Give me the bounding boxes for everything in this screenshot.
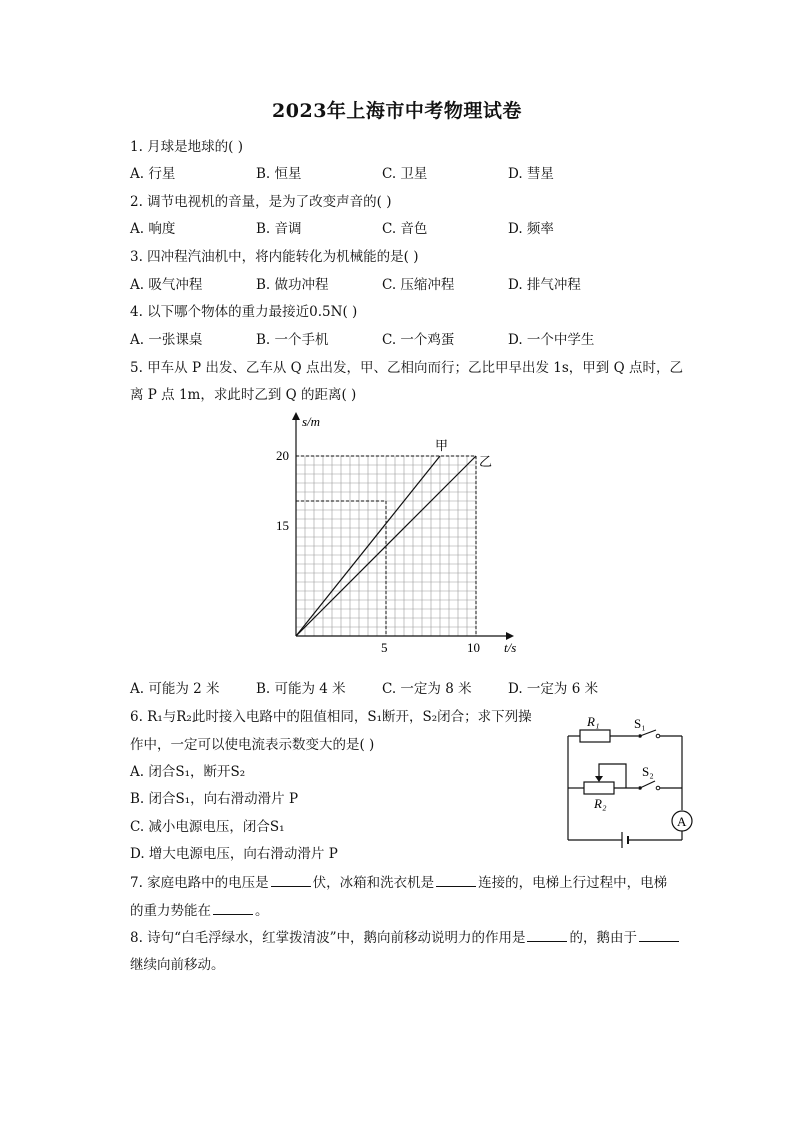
q4-option-c: C. 一个鸡蛋 xyxy=(382,332,455,348)
question-1: 1. 月球是地球的( ) xyxy=(130,139,243,155)
x-axis-arrow xyxy=(506,632,514,640)
q8-text-2: 的，鹅由于 xyxy=(569,930,637,946)
question-6-line-2: 作中，一定可以使电流表示数变大的是( ) xyxy=(130,737,375,753)
st-graph xyxy=(270,412,530,662)
q1-option-d: D. 彗星 xyxy=(508,166,554,182)
q5-option-a: A. 可能为 2 米 xyxy=(130,681,220,697)
x-tick-label-10: 10 xyxy=(467,640,480,655)
q3-option-c: C. 压缩冲程 xyxy=(382,277,455,293)
q2-option-a: A. 响度 xyxy=(130,221,176,237)
question-7-line-2 xyxy=(130,900,269,921)
switch-s2-contact xyxy=(656,786,660,790)
q5-option-d: D. 一定为 6 米 xyxy=(508,681,599,697)
q8-text-1: 8. 诗句“白毛浮绿水，红掌拨清波”中，鹅向前移动说明力的作用是 xyxy=(130,930,526,946)
q2-option-c: C. 音色 xyxy=(382,221,428,237)
chart-labels xyxy=(276,414,516,655)
q2-option-b: B. 音调 xyxy=(256,221,302,237)
q3-option-b: B. 做功冲程 xyxy=(256,277,329,293)
r1-label: R₁ xyxy=(587,714,600,729)
y-tick-label-20: 20 xyxy=(276,448,289,463)
question-6-line-1: 6. R₁与R₂此时接入电路中的阻值相同，S₁断开，S₂闭合；求下列操 xyxy=(130,709,532,725)
q7-blank-2 xyxy=(436,872,476,887)
question-8-line-1 xyxy=(130,927,681,948)
series-label-yi: 乙 xyxy=(479,454,493,469)
page-title: 2023年上海市中考物理试卷 xyxy=(272,100,522,122)
question-7-line-1 xyxy=(130,872,667,893)
question-5-line-2: 离 P 点 1m，求此时乙到 Q 的距离( ) xyxy=(130,387,357,403)
q5-option-c: C. 一定为 8 米 xyxy=(382,681,472,697)
x-axis-label: t/s xyxy=(504,640,517,655)
q3-option-d: D. 排气冲程 xyxy=(508,277,581,293)
q3-option-a: A. 吸气冲程 xyxy=(130,277,203,293)
q2-option-d: D. 频率 xyxy=(508,221,554,237)
q7-blank-1 xyxy=(271,872,311,887)
q7-text-2: 伏，冰箱和洗衣机是 xyxy=(312,875,435,891)
q4-option-a: A. 一张课桌 xyxy=(130,332,203,348)
q5-option-b: B. 可能为 4 米 xyxy=(256,681,346,697)
question-8-line-2: 继续向前移动。 xyxy=(130,957,225,973)
q8-blank-1 xyxy=(527,927,567,942)
q4-option-b: B. 一个手机 xyxy=(256,332,329,348)
rheostat-r2 xyxy=(584,782,614,794)
q6-option-d: D. 增大电源电压，向右滑动滑片 P xyxy=(130,846,338,862)
y-axis-arrow xyxy=(292,412,300,420)
y-axis-label: s/m xyxy=(302,414,321,429)
q7-blank-3 xyxy=(213,900,253,915)
s1-label: S₁ xyxy=(634,716,646,731)
q6-option-a: A. 闭合S₁，断开S₂ xyxy=(130,764,246,780)
q6-option-b: B. 闭合S₁，向右滑动滑片 P xyxy=(130,791,299,807)
chart-axes xyxy=(292,412,514,640)
ammeter-label: A xyxy=(677,814,687,829)
switch-s1-contact xyxy=(656,734,660,738)
q7-text-1: 7. 家庭电路中的电压是 xyxy=(130,875,269,891)
circuit-diagram xyxy=(560,708,700,850)
series-label-jia: 甲 xyxy=(435,438,449,453)
x-tick-label-5: 5 xyxy=(381,640,388,655)
y-tick-label-15: 15 xyxy=(276,518,289,533)
s2-label: S₂ xyxy=(642,764,654,779)
q1-option-b: B. 恒星 xyxy=(256,166,302,182)
q7-text-3: 连接的，电梯上行过程中，电梯 xyxy=(478,875,668,891)
q4-option-d: D. 一个中学生 xyxy=(508,332,595,348)
q8-blank-2 xyxy=(639,927,679,942)
switch-s2-blade xyxy=(640,781,655,788)
q7-text-4: 的重力势能在 xyxy=(130,903,211,919)
question-4: 4. 以下哪个物体的重力最接近0.5N( ) xyxy=(130,304,358,320)
r2-label: R₂ xyxy=(594,796,607,811)
q7-text-5: 。 xyxy=(255,903,269,919)
q1-option-c: C. 卫星 xyxy=(382,166,428,182)
q6-option-c: C. 减小电源电压，闭合S₁ xyxy=(130,819,285,835)
question-2: 2. 调节电视机的音量，是为了改变声音的( ) xyxy=(130,194,392,210)
question-3: 3. 四冲程汽油机中，将内能转化为机械能的是( ) xyxy=(130,249,419,265)
question-5-line-1: 5. 甲车从 P 出发、乙车从 Q 点出发，甲、乙相向而行；乙比甲早出发 1s，甲到 Q 点时，乙 xyxy=(130,360,683,376)
resistor-r1 xyxy=(580,730,610,742)
slider-arrow xyxy=(595,776,603,782)
q1-option-a: A. 行星 xyxy=(130,166,176,182)
